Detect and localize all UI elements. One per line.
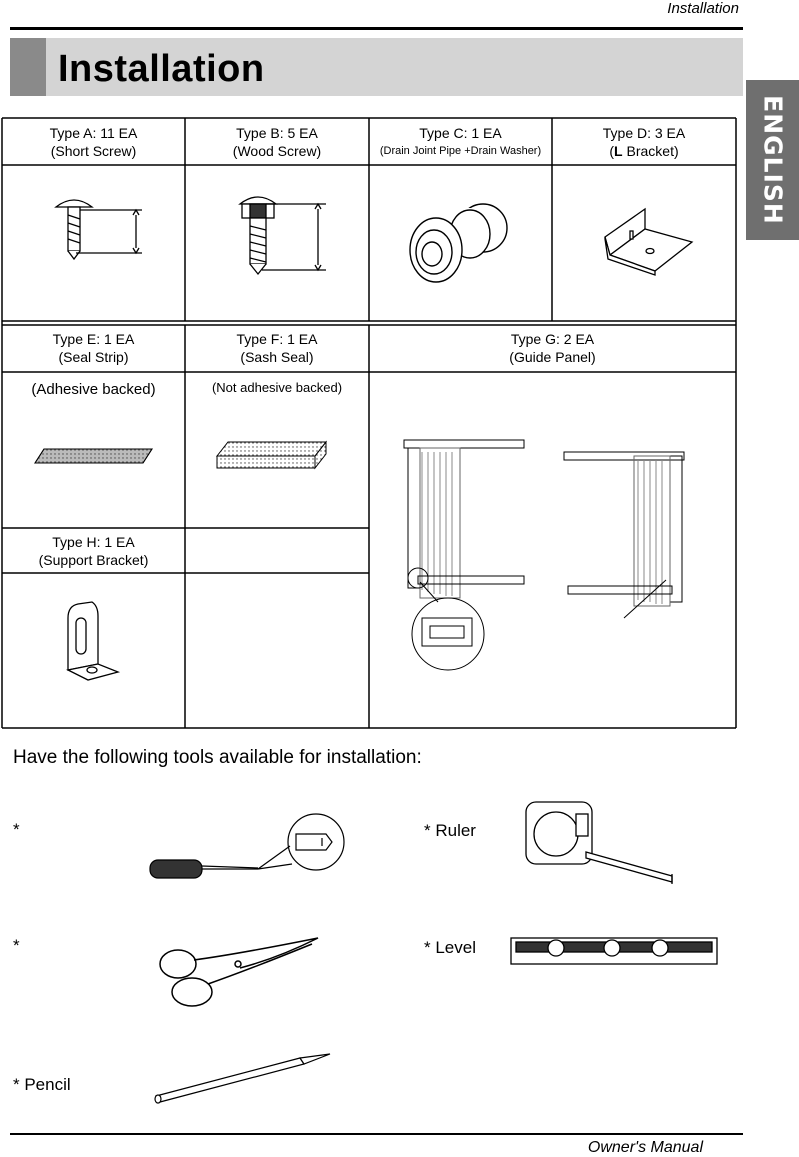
part-a-title: Type A: 11 EA	[49, 125, 138, 141]
tool-label-screwdriver: *	[13, 820, 20, 839]
drain-joint-pipe-icon	[408, 200, 518, 290]
part-f-header	[185, 330, 369, 366]
tool-label-scissors: *	[13, 936, 20, 955]
part-f-title: Type F: 1 EA	[236, 331, 318, 347]
part-e-title: Type E: 1 EA	[52, 331, 135, 347]
short-screw-icon	[50, 193, 150, 263]
tape-measure-icon	[520, 796, 690, 886]
part-b-header	[185, 124, 369, 160]
level-icon	[508, 932, 728, 972]
part-g-title: Type G: 2 EA	[510, 331, 595, 347]
wood-screw-icon	[234, 190, 334, 280]
seal-strip-icon	[30, 445, 160, 475]
part-b-desc: (Wood Screw)	[232, 143, 322, 159]
l-bracket-icon	[600, 207, 700, 277]
part-c-header	[369, 124, 552, 160]
footer-text: Owner's Manual	[587, 1139, 703, 1156]
part-g-header	[369, 330, 736, 366]
page-title: Installation	[58, 48, 265, 90]
part-e-note: (Adhesive backed)	[31, 381, 156, 398]
part-e-desc: (Seal Strip)	[58, 349, 129, 365]
pencil-icon	[150, 1050, 340, 1110]
part-g-desc: (Guide Panel)	[509, 349, 596, 365]
part-h-header	[2, 533, 185, 569]
part-c-title: Type C: 1 EA	[419, 125, 502, 141]
part-c-desc: (Drain Joint Pipe +Drain Washer)	[379, 145, 542, 157]
tool-label-ruler: * Ruler	[424, 821, 476, 840]
part-d-title: Type D: 3 EA	[602, 125, 686, 141]
part-d-desc: (L Bracket)	[609, 143, 679, 159]
part-f-desc: (Sash Seal)	[240, 349, 314, 365]
support-bracket-icon	[58, 598, 128, 688]
part-h-title: Type H: 1 EA	[52, 534, 135, 550]
guide-panel-icon	[398, 430, 718, 680]
running-header: Installation	[667, 0, 739, 17]
tool-label-level: * Level	[424, 938, 476, 957]
tool-label-pencil: * Pencil	[13, 1075, 71, 1094]
part-d-header	[552, 124, 736, 160]
part-e-header	[2, 330, 185, 366]
footer-rule	[10, 1133, 743, 1135]
part-h-desc: (Support Bracket)	[38, 552, 149, 568]
tools-heading: Have the following tools available for installation:	[13, 747, 422, 768]
part-f-note: (Not adhesive backed)	[211, 380, 343, 395]
scissors-icon	[158, 934, 338, 1014]
part-a-desc: (Short Screw)	[50, 143, 137, 159]
sash-seal-icon	[212, 438, 342, 478]
language-tab-label: ENGLISH	[758, 95, 787, 225]
part-b-title: Type B: 5 EA	[236, 125, 318, 141]
part-a-header	[2, 124, 185, 160]
screwdriver-icon	[146, 812, 356, 892]
